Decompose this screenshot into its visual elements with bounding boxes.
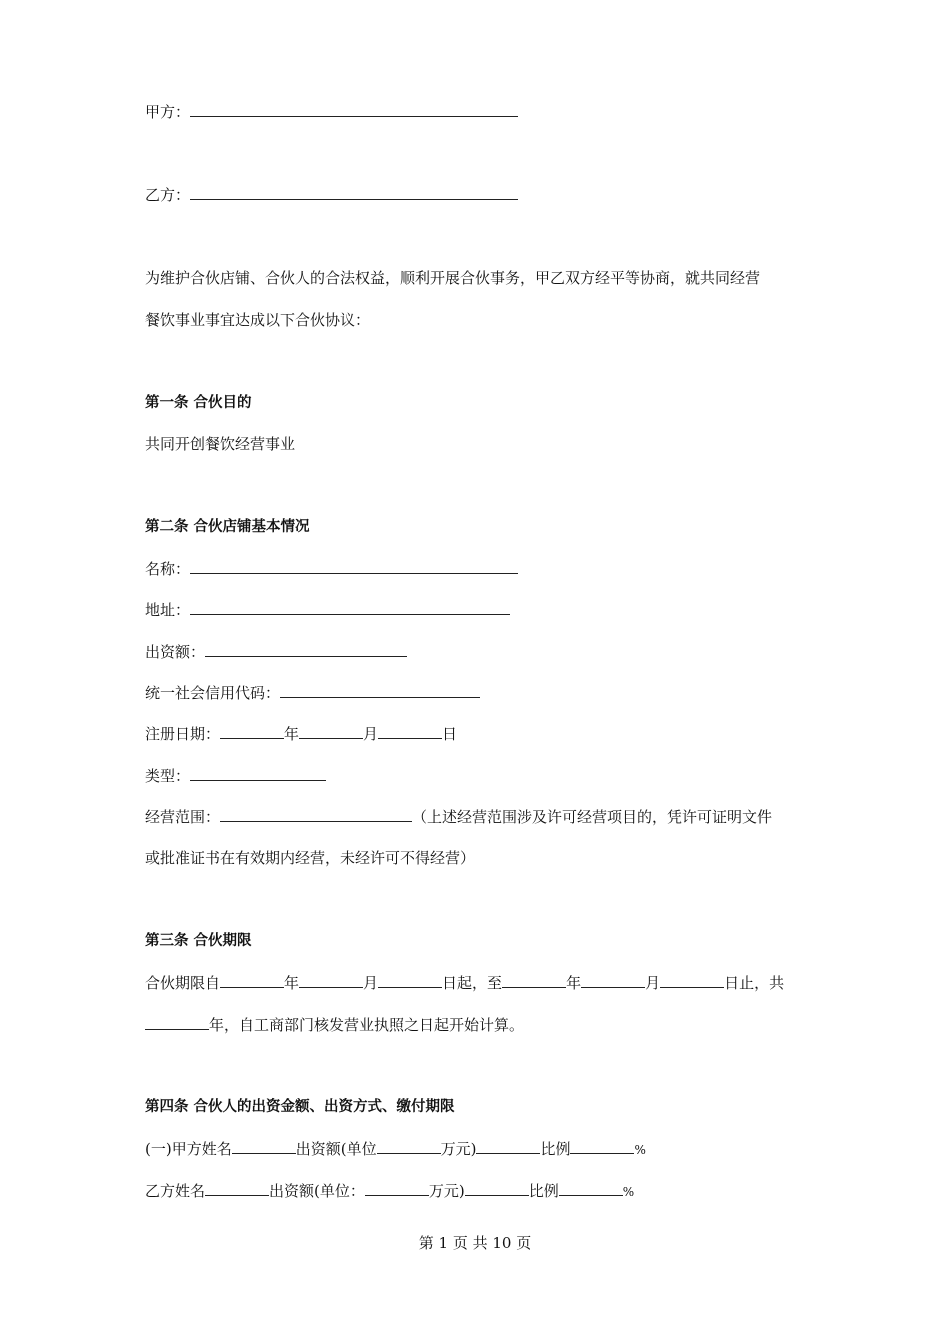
- party-b-name-label: 乙方姓名: [145, 1182, 206, 1200]
- article-2-title: 第二条 合伙店铺基本情况: [145, 519, 310, 535]
- term-from-day-blank[interactable]: [378, 972, 442, 988]
- party-a-ratio-blank[interactable]: [570, 1138, 634, 1154]
- party-b-line: [145, 184, 518, 205]
- store-name-blank[interactable]: [190, 558, 518, 574]
- scope-blank[interactable]: [220, 806, 412, 822]
- party-a-method-blank[interactable]: [476, 1138, 540, 1154]
- term-line-1: [145, 972, 784, 993]
- capital-line: [145, 641, 407, 662]
- scope-line-1: [145, 806, 772, 827]
- term-to-year-label: 年: [566, 974, 582, 992]
- store-address-line: [145, 599, 510, 620]
- reg-year-blank[interactable]: [220, 723, 284, 739]
- type-blank[interactable]: [190, 765, 326, 781]
- term-to-day-blank[interactable]: [660, 972, 724, 988]
- store-name-label: 名称：: [145, 560, 191, 578]
- reg-day-blank[interactable]: [378, 723, 442, 739]
- page-footer: 第 1 页 共 10 页: [418, 1234, 532, 1252]
- reg-year-label: 年: [284, 725, 300, 743]
- party-a-percent: %: [634, 1143, 646, 1157]
- party-b-name-blank[interactable]: [205, 1180, 269, 1196]
- scope-line-2: 或批准证书在有效期内经营，未经许可不得经营）: [145, 849, 476, 867]
- party-b-amount-label: 出资额(单位：: [269, 1182, 365, 1200]
- party-b-wan-label: 万元): [428, 1182, 465, 1200]
- article-1-title: 第一条 合伙目的: [145, 395, 252, 411]
- capital-label: 出资额：: [145, 643, 206, 661]
- scope-note-1: （上述经营范围涉及许可经营项目的，凭许可证明文件: [412, 808, 773, 826]
- term-from-month-label: 月: [363, 974, 379, 992]
- party-b-label: 乙方：: [145, 186, 191, 204]
- party-a-amount-label: 出资额(单位: [295, 1140, 377, 1158]
- party-b-ratio-blank[interactable]: [559, 1180, 623, 1196]
- reg-date-line: [145, 723, 457, 744]
- party-a-label: 甲方：: [145, 103, 191, 121]
- party-b-method-blank[interactable]: [465, 1180, 529, 1196]
- term-to-day-label: 日止，共: [724, 974, 785, 992]
- type-line: [145, 765, 326, 786]
- party-b-amount-blank[interactable]: [365, 1180, 429, 1196]
- party-a-ratio-label: 比例: [540, 1140, 571, 1158]
- term-years-blank[interactable]: [145, 1014, 209, 1030]
- party-a-contribution-line: [145, 1138, 646, 1160]
- reg-month-blank[interactable]: [299, 723, 363, 739]
- reg-month-label: 月: [363, 725, 379, 743]
- term-from-day-label: 日起，至: [442, 974, 503, 992]
- type-label: 类型：: [145, 767, 191, 785]
- party-a-line: [145, 101, 518, 122]
- party-b-ratio-label: 比例: [528, 1182, 559, 1200]
- party-b-percent: %: [622, 1185, 635, 1199]
- scope-label: 经营范围：: [145, 808, 221, 826]
- term-from-label: 合伙期限自: [145, 974, 221, 992]
- term-to-year-blank[interactable]: [502, 972, 566, 988]
- reg-day-label: 日: [442, 725, 458, 743]
- store-address-blank[interactable]: [190, 599, 510, 615]
- term-from-year-label: 年: [284, 974, 300, 992]
- party-a-name-blank[interactable]: [232, 1138, 296, 1154]
- credit-code-label: 统一社会信用代码：: [145, 684, 281, 702]
- party-a-amount-blank[interactable]: [377, 1138, 441, 1154]
- reg-date-label: 注册日期：: [145, 725, 221, 743]
- store-address-label: 地址：: [145, 601, 191, 619]
- intro-line-1: 为维护合伙店铺、合伙人的合法权益，顺利开展合伙事务，甲乙双方经平等协商，就共同经营: [145, 269, 761, 287]
- credit-code-line: [145, 682, 480, 703]
- term-to-month-blank[interactable]: [581, 972, 645, 988]
- party-b-contribution-line: [145, 1180, 634, 1202]
- party-a-name-label: (一)甲方姓名: [145, 1140, 232, 1158]
- party-b-blank[interactable]: [190, 184, 518, 200]
- article-3-title: 第三条 合伙期限: [145, 933, 252, 949]
- article-4-title: 第四条 合伙人的出资金额、出资方式、缴付期限: [145, 1099, 455, 1115]
- term-to-month-label: 月: [645, 974, 661, 992]
- party-a-blank[interactable]: [190, 101, 518, 117]
- store-name-line: [145, 558, 518, 579]
- capital-blank[interactable]: [205, 641, 407, 657]
- credit-code-blank[interactable]: [280, 682, 480, 698]
- term-from-month-blank[interactable]: [299, 972, 363, 988]
- party-a-wan-label: 万元): [440, 1140, 477, 1158]
- term-line-2: [145, 1014, 524, 1035]
- intro-line-2: 餐饮事业事宜达成以下合伙协议：: [145, 311, 371, 329]
- term-from-year-blank[interactable]: [220, 972, 284, 988]
- article-1-body: 共同开创餐饮经营事业: [145, 435, 296, 453]
- term-end-text: 年，自工商部门核发营业执照之日起开始计算。: [209, 1016, 525, 1034]
